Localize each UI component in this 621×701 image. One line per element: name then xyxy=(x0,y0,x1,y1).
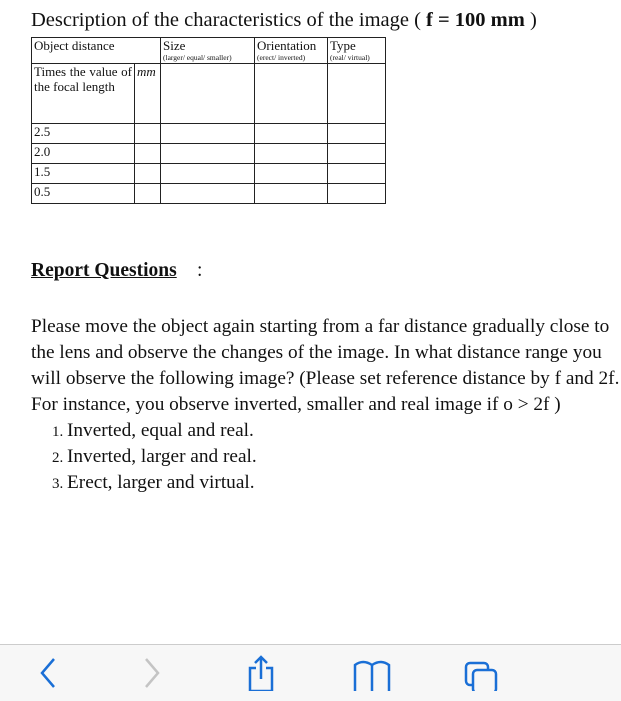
report-body xyxy=(31,314,621,496)
cell xyxy=(328,144,386,164)
list-item: 3. Erect, larger and virtual. xyxy=(67,470,621,496)
cell xyxy=(328,164,386,184)
cell xyxy=(255,144,328,164)
title-suffix: ) xyxy=(524,9,537,31)
cell xyxy=(135,144,161,164)
cell xyxy=(161,164,255,184)
header-size xyxy=(161,38,255,64)
report-paragraph: Please move the object again starting from a far distance gradually close to the lens and observe the changes of the image. In what distance range you will observe the following image? (Please set reference distance by f and 2f. For instance, you observe inverted, smaller and real image if o > 2f ) xyxy=(31,316,620,415)
cell xyxy=(255,184,328,204)
tabs-icon[interactable] xyxy=(464,655,498,691)
list-item: 1. Inverted, equal and real. xyxy=(67,418,621,444)
row-factor: 1.5 xyxy=(32,164,135,184)
mm-label: mm xyxy=(135,64,161,124)
cell xyxy=(161,144,255,164)
row-factor: 2.5 xyxy=(32,124,135,144)
title-formula: f = 100 mm xyxy=(426,9,525,31)
header-orientation xyxy=(255,38,328,64)
back-icon[interactable] xyxy=(36,655,60,691)
cell xyxy=(135,124,161,144)
question-list xyxy=(31,418,621,496)
header-object-distance: Object distance xyxy=(32,38,161,64)
page-title xyxy=(31,9,537,32)
cell xyxy=(255,124,328,144)
browser-toolbar xyxy=(0,644,621,701)
cell xyxy=(328,124,386,144)
report-heading: Report Questions xyxy=(31,260,177,281)
bookmarks-icon[interactable] xyxy=(352,655,392,691)
times-focal-label: Times the value of the focal length xyxy=(32,64,135,124)
characteristics-table xyxy=(31,37,386,204)
cell xyxy=(135,164,161,184)
table-row xyxy=(32,164,386,184)
cell xyxy=(135,184,161,204)
table-row xyxy=(32,184,386,204)
list-item: 2. Inverted, larger and real. xyxy=(67,444,621,470)
cell xyxy=(161,184,255,204)
share-icon[interactable] xyxy=(246,655,276,691)
orientation-label: Orientation xyxy=(257,38,317,53)
cell xyxy=(161,124,255,144)
table-row xyxy=(32,144,386,164)
title-text: Description of the characteristics of the image ( xyxy=(31,9,427,31)
table-row xyxy=(32,124,386,144)
cell xyxy=(255,164,328,184)
orientation-sub: (erect/ inverted) xyxy=(257,53,306,62)
type-sub: (real/ virtual) xyxy=(330,53,370,62)
size-label: Size xyxy=(163,38,186,53)
forward-icon[interactable] xyxy=(140,655,164,691)
cell xyxy=(255,64,328,124)
type-label: Type xyxy=(330,38,356,53)
cell xyxy=(161,64,255,124)
cell xyxy=(328,184,386,204)
report-heading-colon: : xyxy=(197,260,203,281)
row-factor: 0.5 xyxy=(32,184,135,204)
header-type xyxy=(328,38,386,64)
size-sub: (larger/ equal/ smaller) xyxy=(163,53,232,62)
cell xyxy=(328,64,386,124)
row-factor: 2.0 xyxy=(32,144,135,164)
